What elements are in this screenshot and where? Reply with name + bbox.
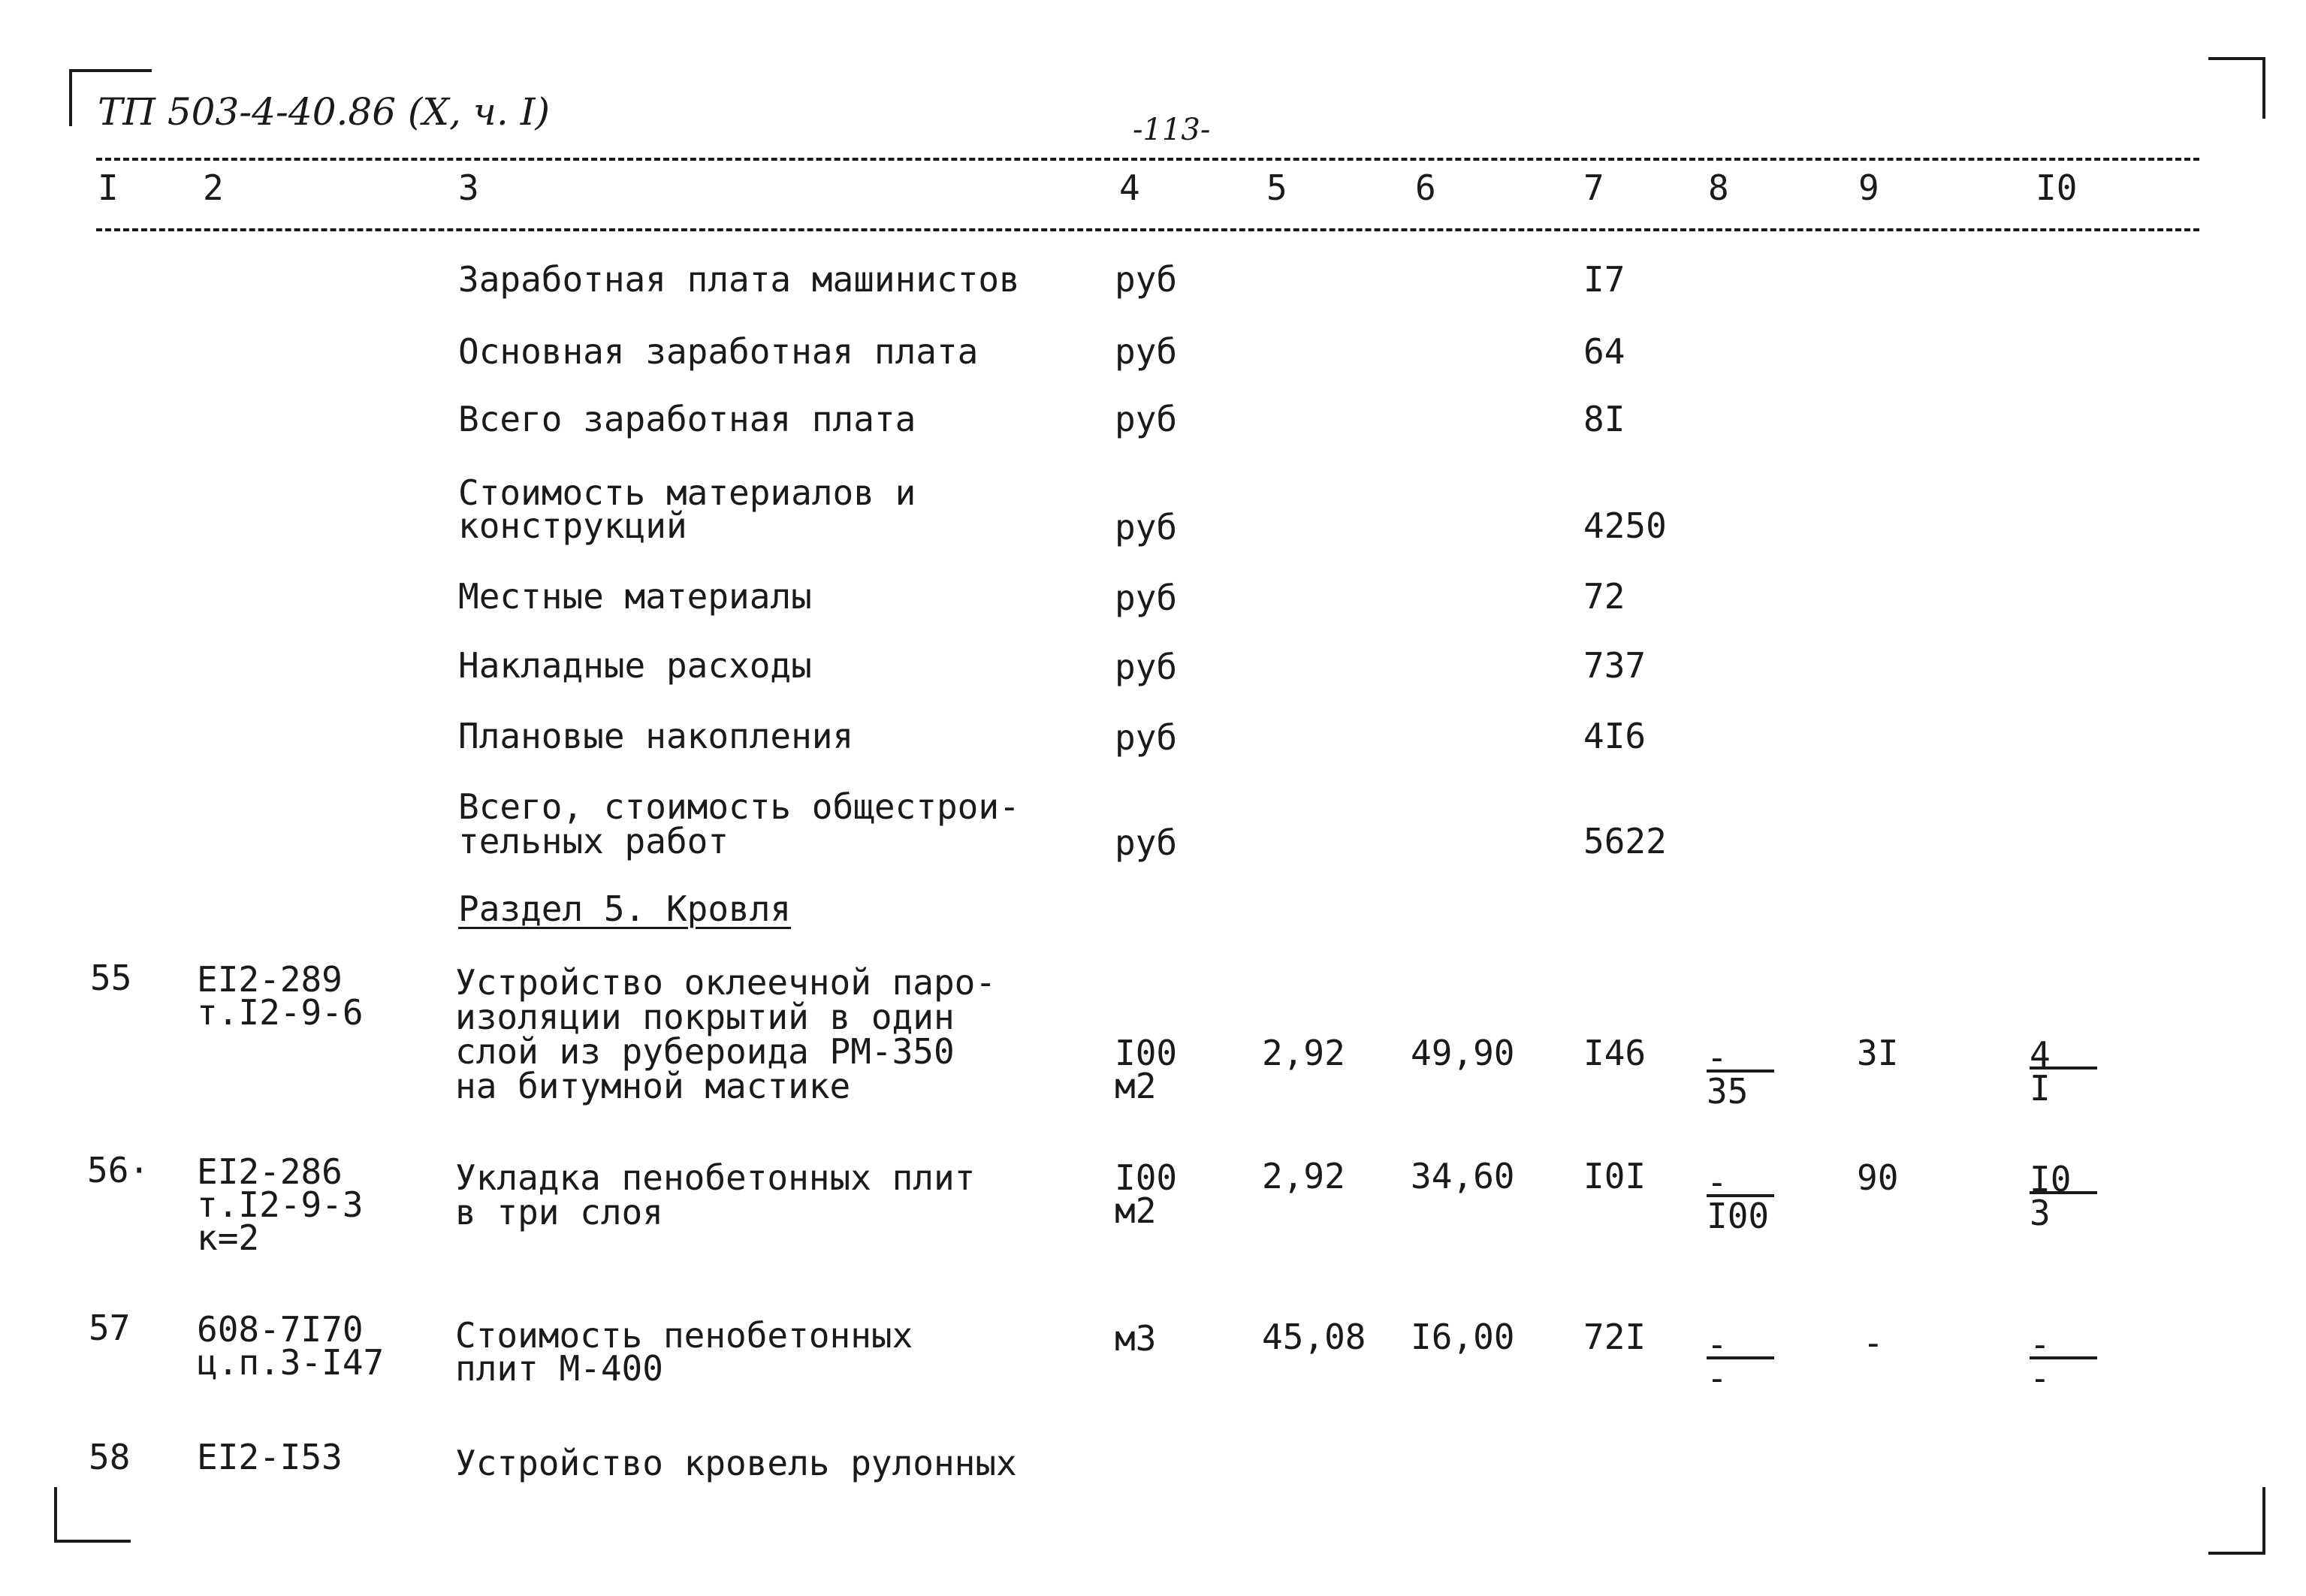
fraction-denominator: I00: [1707, 1196, 1770, 1236]
item-unit-line2: м2: [1115, 1190, 1157, 1231]
summary-row-unit: руб: [1115, 507, 1178, 548]
item-quantity: 2,92: [1262, 1156, 1345, 1196]
col-header-8: 8: [1708, 167, 1729, 208]
item-number: 56·: [87, 1150, 150, 1190]
summary-row-name: Плановые накопления: [458, 716, 854, 756]
item-code-line1: 608-7I70: [197, 1309, 364, 1350]
fraction-numerator: -: [1707, 1042, 1774, 1073]
summary-row-unit: руб: [1115, 259, 1178, 300]
item-desc-line1: Устройство оклеечной паро-: [455, 962, 997, 1003]
document-code: ТП 503-4-40.86 (Х, ч. I): [98, 90, 550, 134]
item-col8-fraction: [1707, 1037, 1774, 1112]
fraction-denominator: 3: [2030, 1193, 2051, 1233]
fraction-denominator: -: [1707, 1358, 1728, 1398]
item-unit-line1: I00: [1115, 1033, 1178, 1073]
item-col8-fraction: [1707, 1324, 1774, 1398]
summary-row-name-line2: тельных работ: [458, 821, 729, 861]
summary-row-total: 5622: [1583, 821, 1667, 861]
item-number: 57: [89, 1308, 131, 1348]
col-header-7: 7: [1583, 167, 1604, 208]
summary-row-unit: руб: [1115, 331, 1178, 372]
summary-row-unit: руб: [1115, 399, 1178, 439]
col-header-6: 6: [1415, 167, 1436, 208]
col-header-2: 2: [203, 167, 224, 208]
item-code-line1: EI2-289: [197, 959, 343, 1000]
item-code-line2: ц.п.3-I47: [197, 1342, 385, 1383]
item-total: I46: [1583, 1033, 1646, 1073]
col-header-3: 3: [458, 167, 479, 208]
corner-mark-bottom-right: [2208, 1487, 2265, 1555]
col-header-4: 4: [1119, 167, 1140, 208]
item-code-line3: к=2: [197, 1217, 260, 1258]
summary-row-total: 737: [1583, 645, 1646, 686]
summary-row-name: Всего заработная плата: [458, 399, 916, 439]
item-unit-price: 34,60: [1411, 1156, 1515, 1196]
col-header-1: I: [98, 167, 119, 208]
item-unit-line2: м2: [1115, 1066, 1157, 1106]
item-quantity: 2,92: [1262, 1033, 1345, 1073]
summary-row-total: 4250: [1583, 505, 1667, 546]
item-desc-line3: слой из рубероида РМ-350: [455, 1031, 955, 1072]
section-title: Раздел 5. Кровля: [458, 889, 792, 929]
fraction-numerator: I0: [2030, 1164, 2097, 1194]
col-header-5: 5: [1266, 167, 1287, 208]
fraction-denominator: 35: [1707, 1071, 1749, 1112]
fraction-numerator: -: [1707, 1329, 1774, 1359]
item-col10-fraction: [2030, 1034, 2097, 1109]
item-code-line2: т.I2-9-3: [197, 1184, 364, 1225]
item-col10-fraction: [2030, 1159, 2097, 1233]
fraction-denominator: I: [2030, 1068, 2051, 1109]
summary-row-total: 8I: [1583, 399, 1625, 439]
summary-row-unit: руб: [1115, 647, 1178, 687]
summary-row-unit: руб: [1115, 822, 1178, 863]
summary-row-name: Местные материалы: [458, 576, 812, 617]
item-total: I0I: [1583, 1156, 1646, 1196]
summary-row-name-line1: Стоимость материалов и: [458, 472, 916, 513]
item-desc-line1: Устройство кровель рулонных: [455, 1443, 1017, 1483]
item-col8-fraction: [1707, 1162, 1774, 1236]
summary-row-total: 64: [1583, 331, 1625, 372]
item-desc-line2: изоляции покрытий в один: [455, 997, 955, 1037]
item-desc-line1: Укладка пенобетонных плит: [455, 1157, 976, 1198]
summary-row-total: I7: [1583, 259, 1625, 300]
item-unit: м3: [1115, 1318, 1157, 1359]
item-code-line1: EI2-286: [197, 1151, 343, 1192]
item-col10-fraction: [2030, 1324, 2097, 1398]
item-code-line2: т.I2-9-6: [197, 992, 364, 1033]
col-header-9: 9: [1858, 167, 1879, 208]
summary-row-total: 72: [1583, 576, 1625, 617]
header-divider-bottom: [96, 228, 2199, 231]
item-unit-line1: I00: [1115, 1157, 1178, 1198]
item-desc-line4: на битумной мастике: [455, 1066, 851, 1106]
fraction-numerator: 4: [2030, 1039, 2097, 1070]
item-col9: 3I: [1857, 1033, 1899, 1073]
summary-row-name: Заработная плата машинистов: [458, 259, 1020, 300]
item-number: 58: [89, 1437, 131, 1477]
item-unit-price: 49,90: [1411, 1033, 1515, 1073]
summary-row-name: Основная заработная плата: [458, 331, 979, 372]
summary-row-unit: руб: [1115, 578, 1178, 618]
corner-mark-bottom-left: [54, 1487, 131, 1543]
item-col9: 90: [1857, 1157, 1899, 1198]
item-desc-line2: в три слоя: [455, 1192, 663, 1232]
summary-row-name-line2: конструкций: [458, 505, 687, 546]
header-divider-top: [96, 158, 2199, 161]
fraction-denominator: -: [2030, 1358, 2051, 1398]
item-code-line1: EI2-I53: [197, 1437, 343, 1477]
col-header-10: I0: [2036, 167, 2078, 208]
item-total: 72I: [1583, 1317, 1646, 1357]
summary-row-name: Накладные расходы: [458, 645, 812, 686]
fraction-numerator: -: [1707, 1167, 1774, 1197]
summary-row-name-line1: Всего, стоимость общестрои-: [458, 786, 1020, 827]
item-desc-line1: Стоимость пенобетонных: [455, 1315, 913, 1356]
item-unit-price: I6,00: [1411, 1317, 1515, 1357]
summary-row-total: 4I6: [1583, 716, 1646, 756]
fraction-numerator: -: [2030, 1329, 2097, 1359]
summary-row-unit: руб: [1115, 717, 1178, 758]
item-number: 55: [90, 958, 132, 998]
item-desc-line2: плит М-400: [455, 1348, 663, 1389]
item-col9: -: [1863, 1323, 1884, 1363]
corner-mark-top-right: [2208, 57, 2265, 119]
page-number: -113-: [1133, 113, 1211, 147]
item-quantity: 45,08: [1262, 1317, 1366, 1357]
